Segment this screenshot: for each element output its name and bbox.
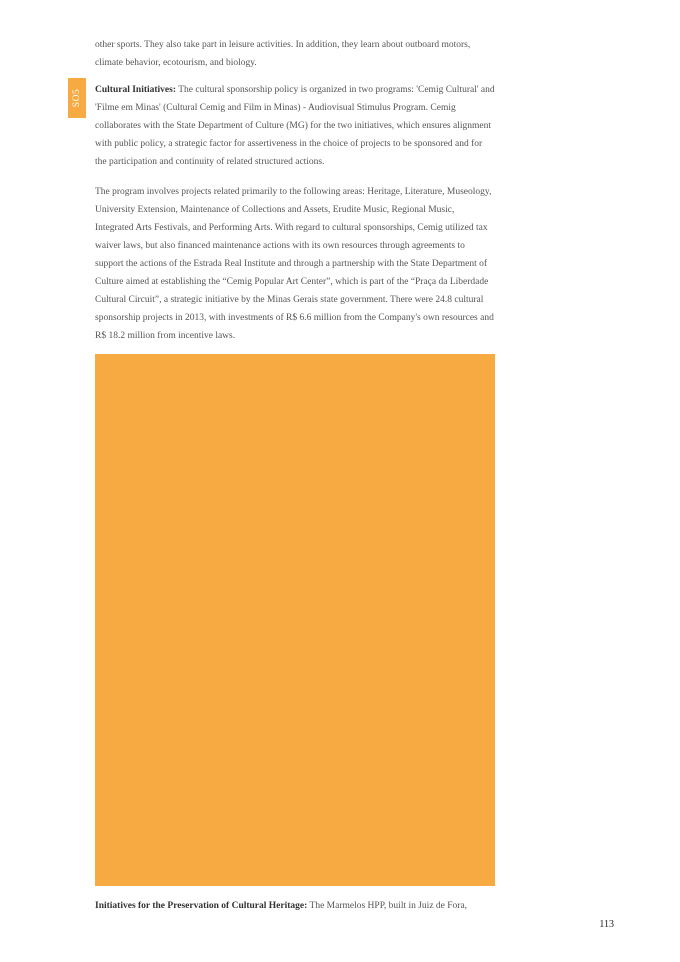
cultural-initiatives-heading: Cultural Initiatives: [95, 85, 177, 95]
paragraph-program-areas: The program involves projects related primarily to the following areas: Heritage, Literature, Museology, University Extension, Maintenance of Collections and Assets, Erudite Music, Regional Music, Integrated Arts Festivals, and Performing Arts. With regard to cultural sponsorships, Cemig utilized tax waiver laws, but also financed maintenance actions with its own resources through agreements to support the actions of the Estrada Real Institute and through a partnership with the State Department of Culture aimed at establishing the “Cemig Popular Art Center”, which is part of the “Praça da Liberdade Cultural Circuit”, a strategic initiative by the Minas Gerais state government. There were 24.8 cultural sponsorship projects in 2013, with investments of R$ 6.6 million from the Company's own resources and R$ 18.2 million from incentive laws. [95, 187, 494, 341]
heritage-preservation-text: The Marmelos HPP, built in Juiz de Fora, [307, 901, 468, 911]
section-badge [68, 78, 86, 118]
cultural-initiatives-text: The cultural sponsorship policy is organized in two programs: 'Cemig Cultural' and 'Filme em Minas' (Cultural Cemig and Film in Minas) - Audiovisual Stimulus Program. Cemig collaborates with the State Department of Culture (MG) for the two initiatives, which ensures alignment with public policy, a strategic factor for assertiveness in the choice of projects to be sponsored and for the participation and continuity of related structured actions. [95, 85, 495, 167]
paragraph-cultural-initiatives [95, 81, 495, 171]
section-badge-label: SO5 [72, 88, 82, 108]
paragraph-leisure: other sports. They also take part in leisure activities. In addition, they learn about outboard motors, climate behavior, ecotourism, and biology. [95, 40, 471, 68]
photo-placeholder [95, 354, 495, 886]
page-number: 113 [599, 919, 614, 930]
paragraph-heritage-preservation [95, 897, 515, 915]
heritage-preservation-heading: Initiatives for the Preservation of Cultural Heritage: [95, 901, 308, 911]
